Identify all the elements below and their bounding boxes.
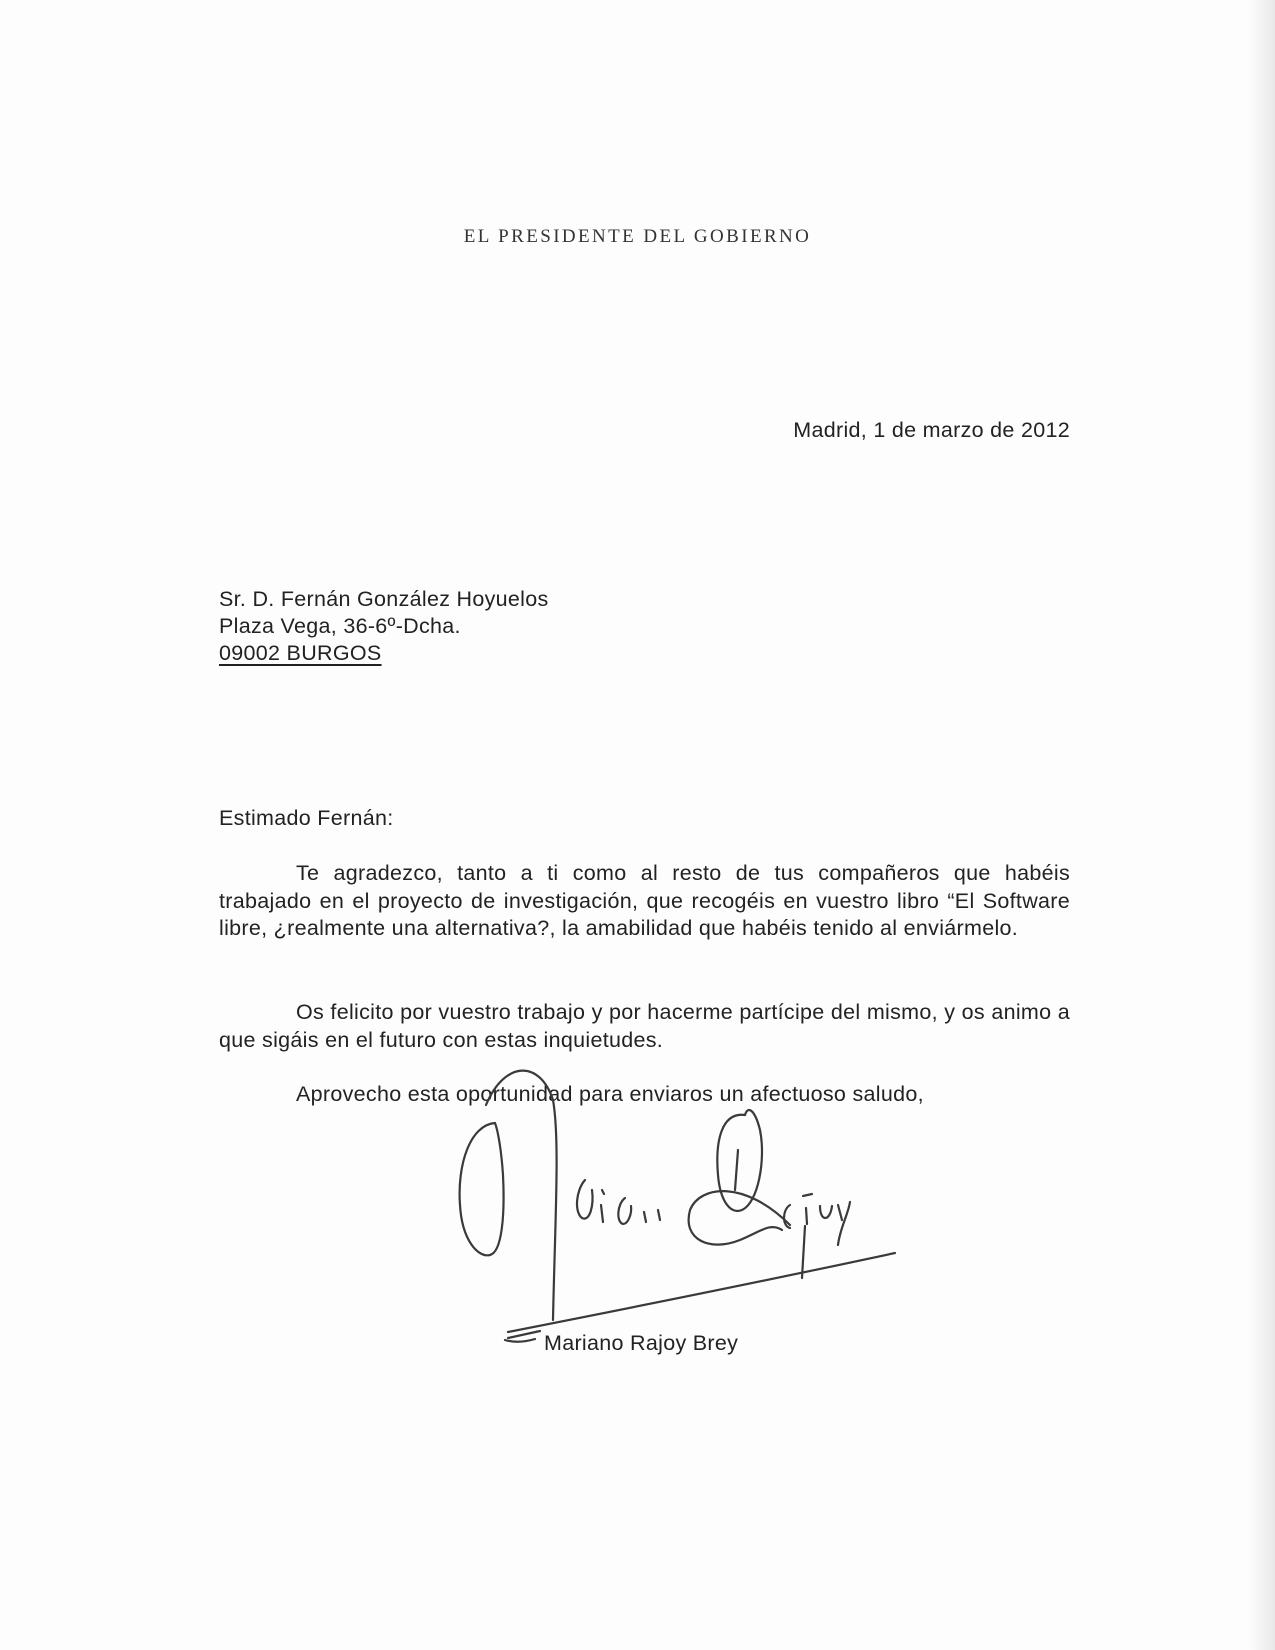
recipient-address: Plaza Vega, 36-6º-Dcha.: [219, 614, 461, 638]
salutation: Estimado Fernán:: [219, 806, 394, 830]
recipient-block: [219, 586, 549, 667]
paragraph-thanks: Te agradezco, tanto a ti como al resto de tus compañeros que habéis trabajado en el proyecto de investigación, que recogéis en vuestro libro “El Software libre, ¿realmente una alternativa?, la amabilidad que habéis tenido al enviármelo.: [219, 861, 1070, 940]
recipient-city: 09002 BURGOS: [219, 641, 382, 665]
signer-name: Mariano Rajoy Brey: [544, 1331, 739, 1355]
paragraph-congratulations: Os felicito por vuestro trabajo y por hacerme partícipe del mismo, y os animo a que sigáis en el futuro con estas inquietudes.: [219, 1000, 1070, 1052]
letter-date: Madrid, 1 de marzo de 2012: [793, 418, 1070, 442]
paragraph-closing: Aprovecho esta oportunidad para enviaros un afectuoso saludo,: [296, 1082, 924, 1106]
recipient-name: Sr. D. Fernán González Hoyuelos: [219, 587, 549, 611]
letterhead: EL PRESIDENTE DEL GOBIERNO: [463, 226, 812, 247]
